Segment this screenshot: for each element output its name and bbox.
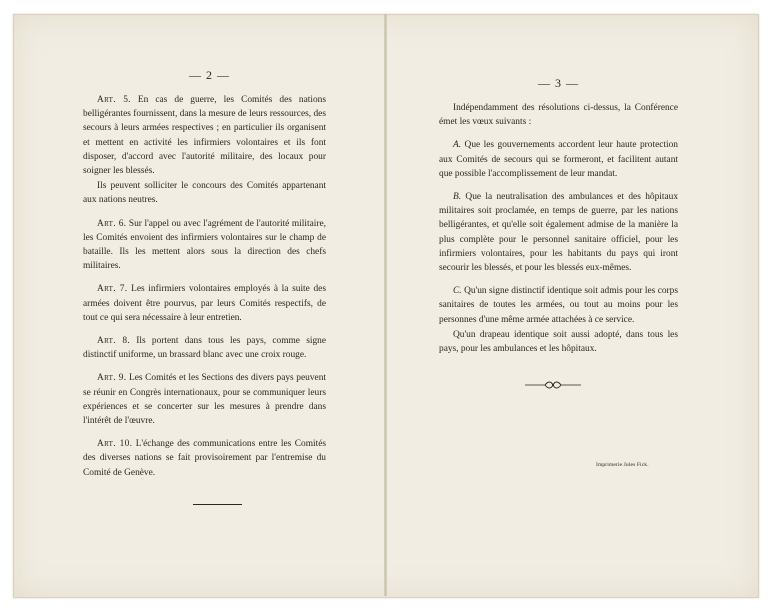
wish-label: A. [453, 140, 462, 151]
article-label: Art. 6. [97, 218, 127, 229]
article-6 [83, 217, 326, 274]
conference-intro: Indépendamment des résolutions ci-dessus, la Conférence émet les vœux suivants : [439, 103, 678, 128]
article-text: Ils portent dans tous les pays, comme signe distinctif uniforme, un brassard blanc avec une croix rouge. [83, 336, 326, 361]
article-text: En cas de guerre, les Comités des nations belligérantes fournissent, dans la mesure de leurs ressources, des secours à leurs armées respectives ; en particulier ils organisent et mettent en activité les infirmiers volontaires et ils font disposer, d'accord avec l'autorité militaire, des locaux pour soigner les blessés. [83, 95, 327, 177]
article-label: Art. 8. [97, 336, 131, 347]
page-fold [384, 14, 387, 596]
article-label: Art. 10. [97, 439, 133, 450]
right-page [439, 76, 678, 365]
article-text: Sur l'appel ou avec l'agrément de l'autorité militaire, les Comités envoient des infirmiers volontaires sur le champ de bataille. Ils les mettent alors sous la direction des chefs militaires. [83, 218, 326, 272]
closing-rule [193, 504, 242, 505]
printer-imprint: Imprimerie Jules Fick. [596, 462, 649, 468]
article-5-paragraph-2 [83, 179, 326, 207]
article-8 [83, 334, 326, 362]
article-label: Art. 9. [97, 373, 127, 384]
wish-a [439, 138, 678, 181]
article-7 [83, 282, 326, 325]
wish-label: C. [453, 286, 462, 297]
ornament-divider [523, 380, 583, 390]
article-label: Art. 5. [97, 95, 131, 105]
article-9 [83, 371, 326, 428]
wish-c-paragraph-2 [439, 328, 678, 356]
wish-text: Qu'un signe distinctif identique soit admis pour les corps sanitaires de toutes les armées, ou tout au moins pour les personnes d'une même armée attachées à ce service. [439, 286, 679, 325]
article-text: Les infirmiers volontaires employés à la suite des armées doivent être pourvus, par leurs Comités respectifs, de tout ce qui sera nécessaire à leur entretien. [83, 284, 326, 323]
article-label: Art. 7. [97, 284, 128, 295]
wish-text: Que les gouvernements accordent leur haute protection aux Comités de secours qui se formeront, et facilitent autant que possible l'accomplissement de leur mandat. [439, 140, 678, 179]
wish-b [439, 190, 678, 275]
article-5 [83, 93, 326, 178]
page-number-right: — 3 — [538, 76, 579, 90]
article-10 [83, 437, 326, 480]
wish-label: B. [453, 192, 462, 203]
wish-text: Que la neutralisation des ambulances et des hôpitaux militaires soit proclamée, en temps de guerre, par les nations belligérantes, et qu'elle soit également admise de la manière la plus complète pour le personnel sanitaire officiel, pour les infirmiers volontaires, pour les habitants du pays qui iront secourir les blessés, et pour les blessés eux-mêmes. [439, 192, 679, 274]
article-text: L'échange des communications entre les Comités des diverses nations se fait provisoirement par l'entremise du Comité de Genève. [83, 439, 327, 478]
article-text: Les Comités et les Sections des divers pays peuvent se réunir en Congrès internationaux, pour se communiquer leurs expériences et se concerter sur les mesures à prendre dans l'intérêt de l'œuvre. [83, 373, 326, 427]
wish-c [439, 284, 678, 327]
wish-text: Qu'un drapeau identique soit aussi adopté, dans tous les pays, pour les ambulances et les hôpitaux. [439, 329, 678, 355]
article-text: Ils peuvent solliciter le concours des Comités appartenant aux nations neutres. [83, 181, 326, 206]
page-number-left: — 2 — [189, 68, 230, 82]
left-page [83, 68, 326, 505]
